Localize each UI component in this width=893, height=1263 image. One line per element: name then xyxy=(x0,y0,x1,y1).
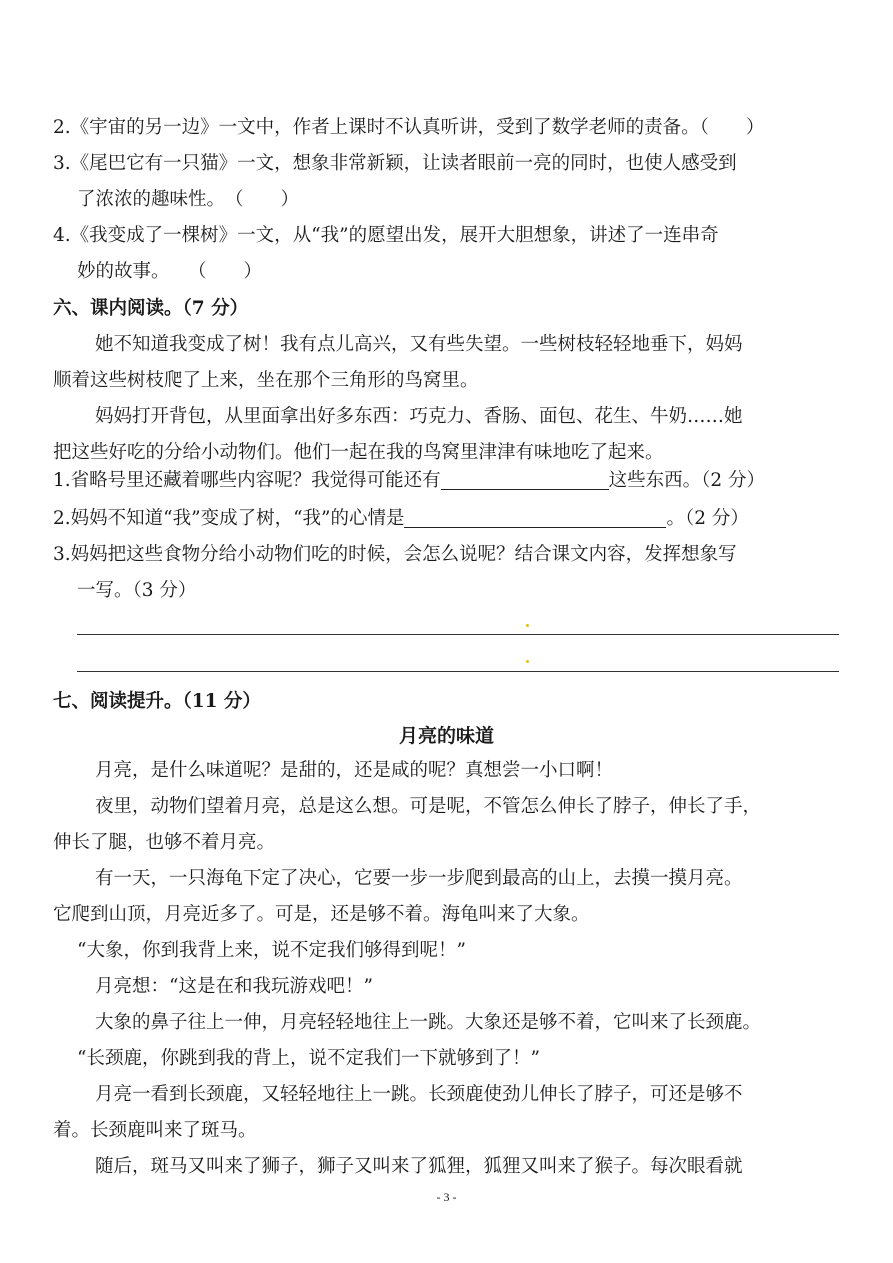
q1-prompt: 1.省略号里还藏着哪些内容呢？我觉得可能还有 xyxy=(53,470,441,491)
section-6-passage-line-2: 顺着这些树枝爬了上来，坐在那个三角形的鸟窝里。 xyxy=(53,370,479,391)
section-7-heading: 七、阅读提升。（11 分） xyxy=(53,691,261,712)
answer-line-1[interactable] xyxy=(77,634,839,635)
story-line-2: 夜里，动物们望着月亮，总是这么想。可是呢，不管怎么伸长了脖子，伸长了手， xyxy=(95,796,762,817)
section-6-heading: 六、课内阅读。（7 分） xyxy=(53,298,249,319)
question-3-line-2: 了浓浓的趣味性。 （ ） xyxy=(77,189,300,210)
mark-dot xyxy=(526,624,529,627)
story-line-6: “大象，你到我背上来，说不定我们够得到呢！” xyxy=(77,940,466,961)
section-6-passage-line-3: 妈妈打开背包，从里面拿出好多东西：巧克力、香肠、面包、花生、牛奶……她 xyxy=(95,406,743,427)
question-4-line-1: 4.《我变成了一棵树》一文，从“我”的愿望出发，展开大胆想象，讲述了一连串奇 xyxy=(53,225,719,246)
q2-prompt: 2.妈妈不知道“我”变成了树，“我”的心情是 xyxy=(53,508,405,529)
section-6-question-3-line-1: 3.妈妈把这些食物分给小动物们吃的时候，会怎么说呢？结合课文内容，发挥想象写 xyxy=(53,544,737,565)
story-line-11: 着。长颈鹿叫来了斑马。 xyxy=(53,1120,257,1141)
story-line-7: 月亮想：“这是在和我玩游戏吧！” xyxy=(95,976,373,997)
story-line-4: 有一天，一只海龟下定了决心，它要一步一步爬到最高的山上，去摸一摸月亮。 xyxy=(95,868,743,889)
section-6-question-1 xyxy=(53,467,893,495)
question-2: 2.《宇宙的另一边》一文中，作者上课时不认真听讲，受到了数学老师的责备。（ ） xyxy=(53,117,765,138)
story-line-9: “长颈鹿，你跳到我的背上，说不定我们一下就够到了！” xyxy=(77,1048,540,1069)
answer-line-2[interactable] xyxy=(77,671,839,672)
story-line-12: 随后，斑马又叫来了狮子，狮子又叫来了狐狸，狐狸又叫来了猴子。每次眼看就 xyxy=(95,1156,743,1177)
section-6-question-2 xyxy=(53,505,893,533)
q1-answer-blank[interactable] xyxy=(441,469,609,490)
section-6-question-3-line-2: 一写。（3 分） xyxy=(77,580,197,601)
q2-score: 。（2 分） xyxy=(666,508,749,529)
page-number: - 3 - xyxy=(436,1190,457,1204)
q1-score: 这些东西。（2 分） xyxy=(608,470,766,491)
section-6-passage-line-1: 她不知道我变成了树！我有点儿高兴，又有些失望。一些树枝轻轻地垂下，妈妈 xyxy=(95,334,743,355)
question-4-line-2: 妙的故事。 （ ） xyxy=(77,261,263,282)
story-line-10: 月亮一看到长颈鹿，又轻轻地往上一跳。长颈鹿使劲儿伸长了脖子，可还是够不 xyxy=(95,1084,743,1105)
story-line-1: 月亮，是什么味道呢？是甜的，还是咸的呢？真想尝一小口啊！ xyxy=(95,760,614,781)
story-line-8: 大象的鼻子往上一伸，月亮轻轻地往上一跳。大象还是够不着，它叫来了长颈鹿。 xyxy=(95,1012,762,1033)
mark-dot xyxy=(526,660,529,663)
question-3-line-1: 3.《尾巴它有一只猫》一文，想象非常新颖，让读者眼前一亮的同时，也使人感受到 xyxy=(53,153,737,174)
q2-answer-blank[interactable] xyxy=(404,507,666,528)
story-title: 月亮的味道 xyxy=(398,725,494,747)
section-6-passage-line-4: 把这些好吃的分给小动物们。他们一起在我的鸟窝里津津有味地吃了起来。 xyxy=(53,442,664,463)
story-line-3: 伸长了腿，也够不着月亮。 xyxy=(53,832,276,853)
story-line-5: 它爬到山顶，月亮近多了。可是，还是够不着。海龟叫来了大象。 xyxy=(53,904,590,925)
